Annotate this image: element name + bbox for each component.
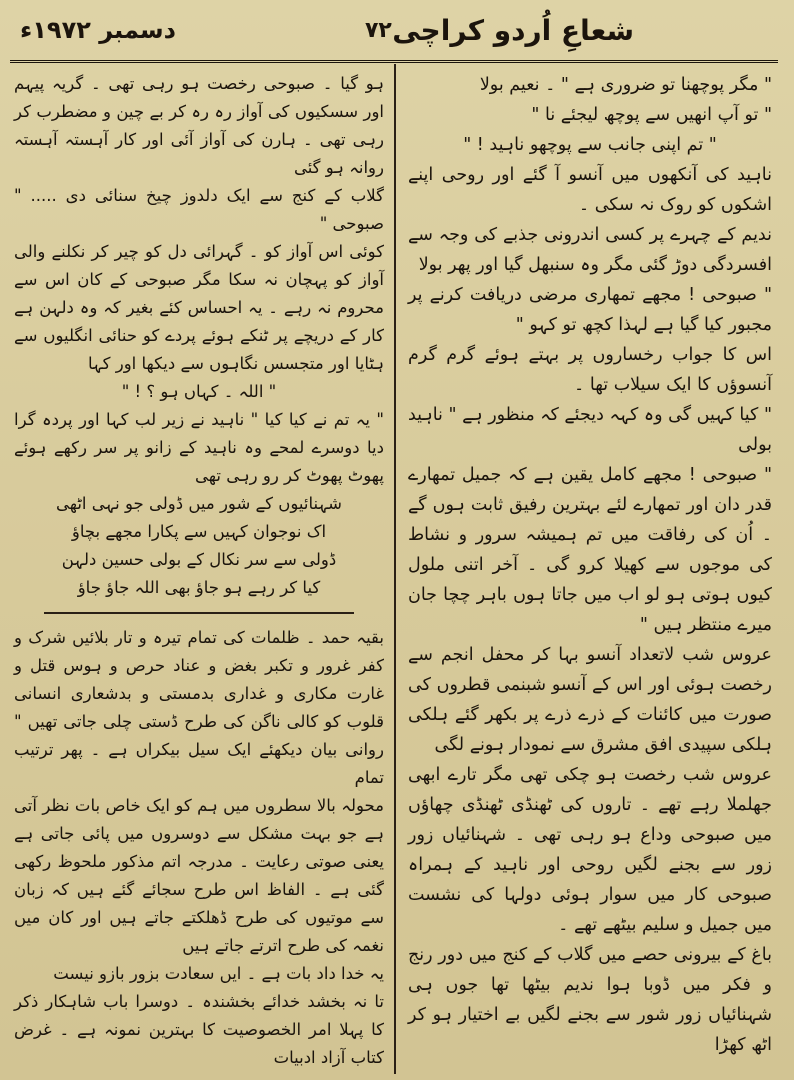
verse-line: شہنائیوں کے شور میں ڈولی جو نہی اٹھی <box>55 494 342 513</box>
paragraph: " تو آپ انھیں سے پوچھ لیجئے نا " <box>531 105 772 125</box>
footnote-paragraph: تا نہ بخشد خدائے بخشندہ ۔ دوسرا باب شاہکار ذکر کا پہلا امر الخصوصیت کا بہترین نمونہ ہے ۔ غرض کتاب آزاد ادبیات <box>14 992 384 1067</box>
section-separator <box>44 612 354 614</box>
footnote-paragraph: یہ خدا داد بات ہے ۔ ایں سعادت بزور بازو نیست <box>53 964 384 983</box>
paragraph: ہو گیا ۔ صبوحی رخصت ہو رہی تھی ۔ گریہ پیہم اور سسکیوں کی آواز رہ رہ کر بے چین و مضطرب کر رہی تھی ۔ ہارن کی آواز آئی اور کار آہستہ آہستہ روانہ ہو گئی <box>14 74 384 177</box>
paragraph: ندیم کے چہرے پر کسی اندرونی جذبے کی وجہ سے افسردگی دوڑ گئی مگر وہ سنبھل گیا اور پھر بولا <box>408 225 772 275</box>
page-header <box>0 0 794 62</box>
verse-line: کیا کر رہے ہو جاؤ بھی اللہ جاؤ جاؤ <box>77 578 321 597</box>
paragraph: ناہید کی آنکھوں میں آنسو آ گئے اور روحی اپنے اشکوں کو روک نہ سکی ۔ <box>408 165 772 215</box>
verse-line: ڈولی سے سر نکال کے بولی حسین دلہن <box>61 550 337 569</box>
paragraph: " صبوحی ! مجھے کامل یقین ہے کہ جمیل تمھارے قدر دان اور تمھارے لئے بہترین رفیق ثابت ہوں گے ۔ اُن کی رفاقت میں تم ہمیشہ سرور و نشاط کی موجوں سے کھیلا کرو گی ۔ آخر اتنی ملول کیوں ہوتی ہو لو اب میں جاتا ہوں باہر چچا جان میرے منتظر ہیں " <box>408 465 772 635</box>
paragraph: اس کا جواب رخساروں پر بہتے ہوئے گرم گرم آنسوؤں کا ایک سیلاب تھا ۔ <box>408 345 772 395</box>
left-column <box>14 70 384 1072</box>
paragraph: " صبوحی ! مجھے تمھاری مرضی دریافت کرنے پر مجبور کیا گیا ہے لہذا کچھ تو کہو " <box>408 285 772 335</box>
paragraph: گلاب کے کنج سے ایک دلدوز چیخ سنائی دی ..... " صبوحی " <box>14 186 384 233</box>
paragraph: عروس شب لاتعداد آنسو بہا کر محفل انجم سے رخصت ہوئی اور اس کے آنسو شبنمی قطروں کی صورت میں کائنات کے ذرے ذرے پر بکھر گئے ہلکی ہلکی سپیدی افق مشرق سے نمودار ہونے لگی <box>408 645 772 755</box>
page-number: ۷۲ <box>365 18 392 43</box>
verse-line: اک نوجوان کہیں سے پکارا مجھے بچاؤ <box>71 522 327 541</box>
paragraph: " مگر پوچھنا تو ضروری ہے " ۔ نعیم بولا <box>479 75 772 95</box>
column-divider <box>394 64 396 1074</box>
footnote-paragraph: بقیہ حمد ۔ ظلمات کی تمام تیرہ و تار بلائیں شرک و کفر غرور و تکبر بغض و عناد حرص و ہوس قتل و غارت مکاری و غداری بدمستی و بدشعاری انسانی قلوب کو کالی ناگن کی طرح ڈستی چلی جاتی تھیں " روانی بیان دیکھئے ایک سیل بیکراں ہے ۔ پھر ترتیب تمام <box>14 628 384 787</box>
footnote-paragraph: محولہ بالا سطروں میں ہم کو ایک خاص بات نظر آتی ہے جو بہت مشکل سے دوسروں میں پائی جاتی ہے یعنی صوتی رعایت ۔ مدرجہ اتم مذکور ملحوظ رکھی گئی ہے ۔ الفاظ اس طرح سجائے گئے ہیں کہ زبان سے موتیوں کی طرح ڈھلکتے جاتے ہیں اور کان میں نغمہ کی طرح اترتے جاتے ہیں <box>14 796 384 955</box>
paragraph: کوئی اس آواز کو ۔ گہرائی دل کو چیر کر نکلنے والی آواز کو پہچان نہ سکا مگر صبوحی کے کان اس سے محروم نہ رہے ۔ یہ احساس کئے بغیر کہ وہ دلہن ہے کار کے دریچے پر ٹنکے ہوئے پردے کو حنائی انگلیوں سے ہٹایا اور متجسس نگاہوں سے دیکھا اور کہا <box>14 242 384 373</box>
paragraph: " تم اپنی جانب سے پوچھو ناہید ! " <box>463 135 717 155</box>
right-column <box>408 70 772 1060</box>
header-rule <box>10 60 778 63</box>
paragraph: باغ کے بیرونی حصے میں گلاب کے کنج میں دور رنج و فکر میں ڈوبا ہوا ندیم بیٹھا تھا جوں ہی شہنائیاں زور شور سے بجنے لگیں بے اختیار ہو کر اٹھ کھڑا <box>408 945 772 1055</box>
paragraph: عروس شب رخصت ہو چکی تھی مگر تارے ابھی جھلملا رہے تھے ۔ تاروں کی ٹھنڈی ٹھنڈی چھاؤں میں صبوحی وداع ہو رہی تھی ۔ شہنائیاں زور زور سے بجنے لگیں روحی اور ناہید کے ہمراہ صبوحی کار میں سوار ہوئی دولہا کی نشست میں جمیل و سلیم بیٹھے تھے ۔ <box>408 765 772 935</box>
journal-title: شعاعِ اُردو کراچی <box>392 14 634 47</box>
issue-date: دسمبر ۱۹۷۲ء <box>20 16 176 44</box>
paragraph: " یہ تم نے کیا کیا " ناہید نے زیر لب کہا اور پردہ گرا دیا دوسرے لمحے وہ ناہید کے زانو پر سر رکھے ہوئے پھوٹ پھوٹ کر رو رہی تھی <box>14 410 384 485</box>
paragraph: " اللہ ۔ کہاں ہو ؟ ! " <box>121 382 277 401</box>
paragraph: " کیا کہیں گی وہ کہہ دیجئے کہ منظور ہے " ناہید بولی <box>408 405 772 455</box>
